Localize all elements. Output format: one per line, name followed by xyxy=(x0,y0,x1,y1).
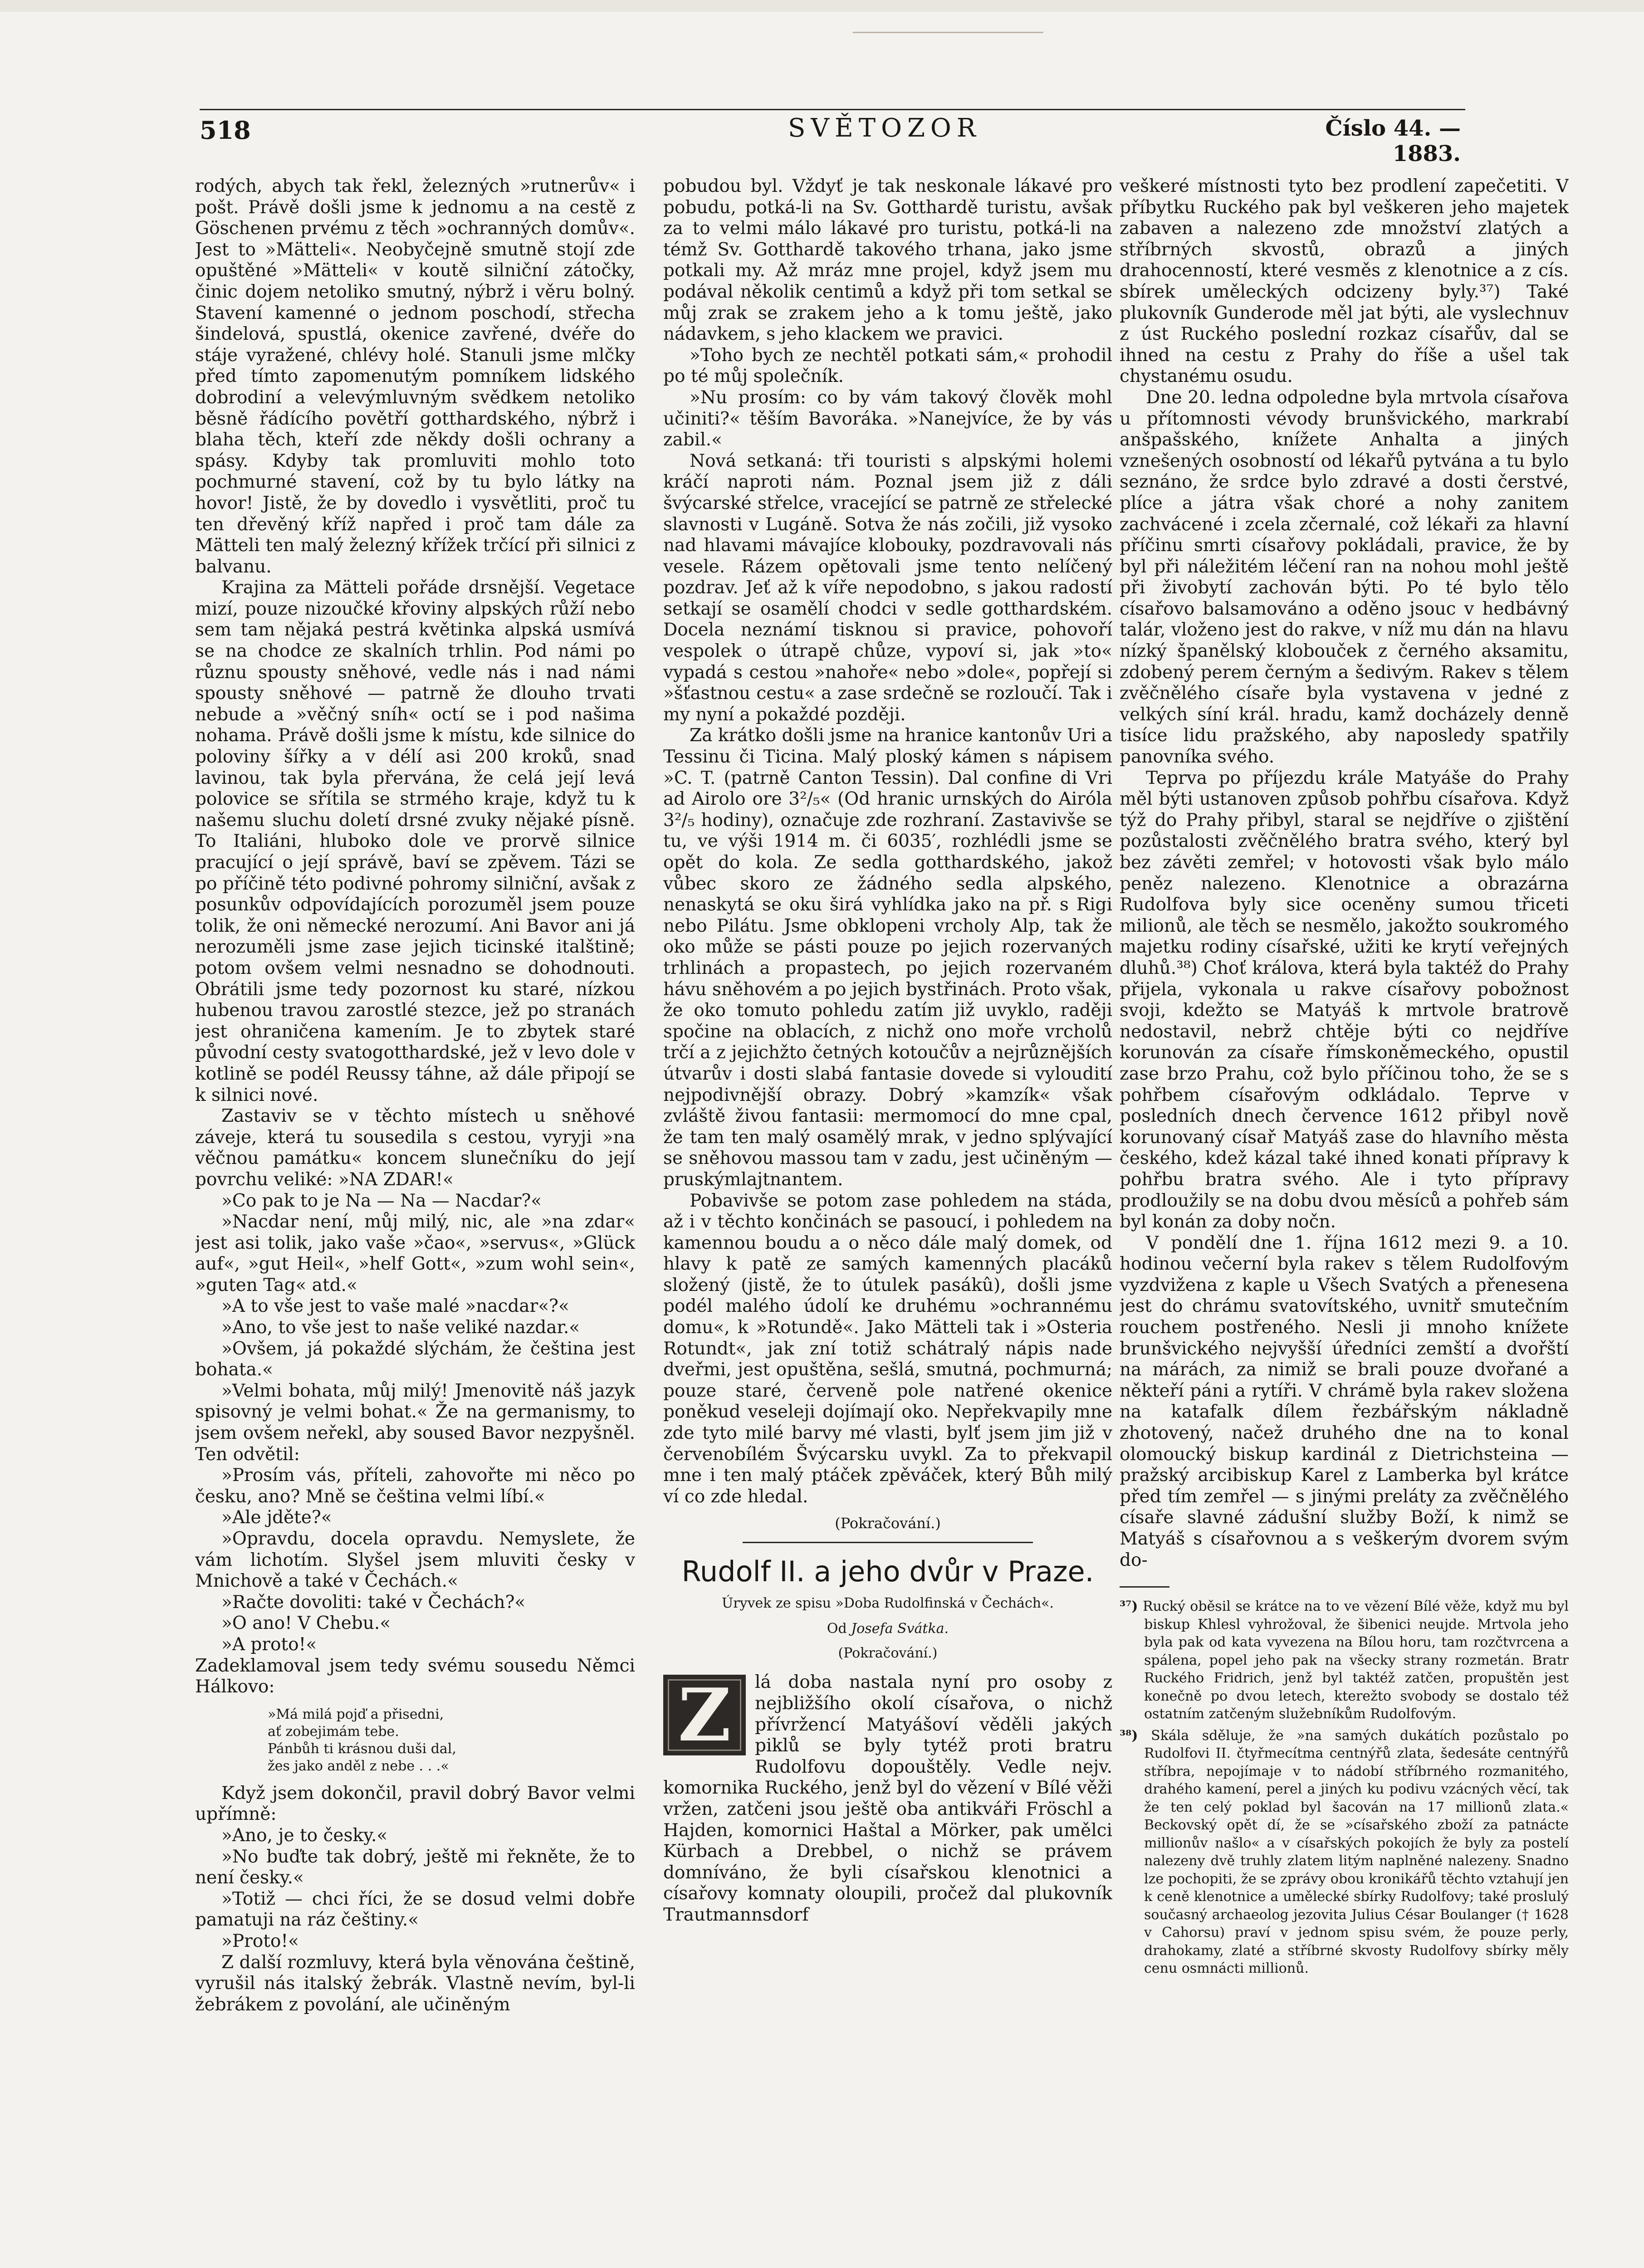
paragraph: »Co pak to je Na — Na — Nacdar?« xyxy=(221,1190,542,1211)
paragraph: »Toho bych ze nechtěl potkati sám,« prohodil po té můj společník. xyxy=(663,345,1112,387)
paragraph: »O ano! V Chebu.« xyxy=(221,1613,391,1634)
byline xyxy=(663,1619,1112,1638)
poem xyxy=(268,1706,635,1775)
paragraph: V pondělí dne 1. října 1612 mezi 9. a 10. hodinou večerní byla rakev s tělem Rudolfovým vyzdvižena z kaple u Všech Svatých a přenesena jest do chrámu svatovítského, uvnitř smutečním rouchem postřeného. Nesli ji mnoho knížete brunšvického nejvyšší úředníci zemští a dvořští na márách, za nimiž se brali pouze dvořané a někteří páni a rytíři. V chrámě byla rakev složena na katafalk dílem řezbářským nákladně zhotovený, načež druhého dne na to konal olomoucký biskup kardinál z Dietrichsteina — pražský arcibiskup Karel z Lamberka byl krátce před tím zemřel — s jinými preláty za zvěčnělého císaře slavné zádušní služby Boží, k nimž se Matyáš s císařovnou a s veškerým dvorem svým do- xyxy=(1120,1232,1569,1570)
paragraph: »Ale jděte?« xyxy=(221,1507,332,1528)
footnote-number: ³⁷) xyxy=(1120,1598,1138,1615)
byline-author: Josefa Svátka. xyxy=(851,1621,949,1637)
footnote-text: Rucký oběsil se krátce na to ve vězení Bílé věže, když mu byl biskup Khlesl vyhrožoval, že šibenici neujde. Mrtvola jeho byla pak od kata vyvezena na Bílou horu, tam rozčtvrcena a spálena, popel jeho pak na všecky strany rozmetán. Bratr Ruckého Fridrich, jenž byl taktéž zatčen, propuštěn jest konečně po dvou letech, kterežto svobody se dostalo též ostatním zatčeným služebníkům Rudolfovým. xyxy=(1142,1598,1569,1722)
poem-line: »Má milá pojď a přisedni, xyxy=(268,1706,444,1722)
paragraph: Když jsem dokončil, pravil dobrý Bavor velmi upřímně: xyxy=(195,1783,635,1825)
paragraph: Pobavivše se potom zase pohledem na stáda, až i v těchto končinách se pasoucí, i pohledem na kamennou boudu a o něco dále malý domek, od hlavy k patě ze samých kamenných placáků složený (jistě, že to útulek pasákû), došli jsme podél malého údolí ke druhému »ochrannému domu«, k »Rotundě«. Jako Mätteli tak i »Osteria Rotundt«, jak zní totiž schátralý nápis nade dveřmi, jest opuštěna, sešlá, smutná, pochmurná; pouze staré, červeně pole natřené okenice poněkud veseleji dojímají oko. Nepřekvapily mne zde tyto milé barvy mé vlasti, bylť jsem jim již v červenobílém Švýcarsku uvykl. Za to překvapil mne i ten malý ptáček zpěváček, který Bůh milý ví co zde hledal. xyxy=(663,1190,1112,1507)
section-rule xyxy=(743,1542,1033,1543)
paragraph: »Ano, to vše jest to naše veliké nazdar.« xyxy=(221,1317,580,1338)
column-1 xyxy=(195,176,635,2136)
paragraph: Dne 20. ledna odpoledne byla mrtvola císařova u přítomnosti vévody brunšvického, markrabí anšpašského, knížete Anhalta a jiných vznešených osobností od lékařů pytvána a tu bylo seznáno, že srdce bylo zdravé a dosti čerstvé, plíce a játra však choré a nohy zanitem zachvácené i zcela zčernalé, což lékaři za hlavní příčinu smrti císařovy pokládali, pravice, že by byl při náležitém léčení ran na nohou mohl ještě při živobytí zachován býti. Po té bylo tělo císařovo balsamováno a oděno jsouc v hedbávný talár, vloženo jest do rakve, v níž mu dán na hlavu nízký španělský klobouček z černého aksamitu, zdobený perem černým a šedivým. Rakev s tělem zvěčnělého císaře byla vystavena v jedné z velkých síní král. hradu, kamž docházely denně tisíce lidu pražského, aby naposledy spatřily panovníka svého. xyxy=(1120,387,1569,767)
paragraph: Zadeklamoval jsem tedy svému sousedu Němci Hálkovo: xyxy=(195,1655,635,1697)
poem-line: ať zobejimám tebe. xyxy=(268,1723,399,1740)
article-title: Rudolf II. a jeho dvůr v Praze. xyxy=(681,1555,1094,1589)
paragraph: Za krátko došli jsme na hranice kantonův Uri a Tessinu či Ticina. Malý ploský kámen s nápisem »C. T. (patrně Canton Tessin). Dal confine di Vri ad Airolo ore 3²/₅« (Od hranic urnských do Airóla 3²/₅ hodiny), označuje zde rozhraní. Zastavivše se tu, ve výši 1914 m. či 6035′, rozhlédli jsme se opět do kola. Ze sedla gotthardského, jakož vůbec skoro ze žádného sedla alpského, nenaskytá se oku širá vyhlídka jako na př. s Rigi nebo Pilátu. Jsme obklopeni vrcholy Alp, tak že oko může se pásti pouze po jejich rozervaných trhlinách a propastech, po jejich rozervaném hávu sněhovém a po jejich bystřinách. Proto však, že oko tomuto pohledu zatím již uvyklo, raději spočine na oblacích, z nichž ono moře vrcholů trčí a z jejichžto četných kotoučův a nejrůznějších útvarův i dosti slabá fantasie dovede si vyloudití nejpodivnější obrazy. Dobrý »kamzík« však zvláště živou fantasii: mermomocí do mne cpal, že tam ten malý osamělý mrak, v jedno splývající se sněhovou massou tam v zadu, jest učiněným — pruskýmlajtnantem. xyxy=(663,725,1112,1190)
poem-line: žes jako anděl z nebe . . .« xyxy=(268,1758,449,1774)
dropcap xyxy=(663,1672,746,1758)
byline-prefix: Od xyxy=(827,1621,847,1637)
paragraph: Nová setkaná: tři touristi s alpskými holemi kráčí naproti nám. Poznal jsem již z dáli švýcarské střelce, vracející se patrně ze střelecké slavnosti v Lugáně. Sotva že nás zočili, již vysoko nad hlavami mávajíce klobouky, pozdravovali nás vesele. Rázem opětovali jsme tento nelíčený pozdrav. Jeť až k víře nepodobno, s jakou radostí setkají se osamělí chodci v sedle gotthardském. Docela neznámí tisknou si pravice, pohovoří vespolek o útrapě chůze, vypoví si, jak »to« vypadá s cestou »nahoře« nebo »dole«, popřejí si »šťastnou cestu« a zase srdečně se rozloučí. Tak i my nyní a pokaždé později. xyxy=(663,450,1112,725)
masthead: SVĚTOZOR xyxy=(788,113,981,143)
footnote xyxy=(1120,1598,1569,1723)
article-continued-mark: (Pokračování.) xyxy=(838,1645,938,1662)
page-number: 518 xyxy=(200,116,251,145)
paragraph: »A proto!« xyxy=(221,1634,317,1655)
poem-line: Pánbůh ti krásnou duši dal, xyxy=(268,1740,456,1757)
header-rule xyxy=(200,109,1465,110)
paragraph: Teprva po příjezdu krále Matyáše do Prahy měl býti ustanoven způsob pohřbu císařova. Když týž do Prahy přibyl, staral se nejdříve o zjištění pozůstalosti zvěčnělého bratra svého, který byl bez závěti zemřel; v hotovosti však bylo málo peněz nalezeno. Klenotnice a obrazárna Rudolfova byly sice oceněny sumou třiceti milionů, ale těch se nesmělo, jakožto soukromého majetku rodiny císařské, užiti ke krytí veřejných dluhů.³⁸) Choť králova, která byla taktéž do Prahy přijela, vykonala u rakve císařovy pobožnost svoji, kdežto se Matyáš k mrtvole bratrově nedostavil, nebrž chtěje býti co nejdříve korunován za císaře římskoněmeckého, opustil zase brzo Prahu, což bylo příčinou toho, že se s pohřbem císařovým odkládalo. Teprve v posledních dnech července 1612 přibyl nově korunovaný císař Matyáš zase do hlavního města českého, kdež kázal také ihned konati přípravy k pohřbu bratra svého. Ale i tyto přípravy prodloužily se na dobu dvou měsíců a pohřeb sám byl konán za doby nočn. xyxy=(1120,767,1569,1232)
paragraph: rodých, abych tak řekl, železných »rutnerův« i pošt. Právě došli jsme k jednomu a na cestě z Göschenen prvému z těch »ochranných domův«. Jest to »Mätteli«. Neobyčejně smutně stojí zde opuštěné »Mätteli« v koutě silniční zátočky, činic dojem netoliko smutný, nýbrž i věru bolný. Stavení kamenné o jednom poschodí, střecha šindelová, spustlá, okenice zavřené, dvéře do stáje vyražené, chlévy holé. Stanuli jsme mlčky před tímto zapomenutým pomníkem lidského dobrodiní a velevýmluvným svědkem netoliko běsně řádícího povětří gotthardského, nýbrž i blaha těch, kteří zde někdy došli ochrany a spásy. Kdyby tak promluviti mohlo toto pochmurné stavení, což by tu bylo látky na hovor! Jistě, že by dovedlo i vysvětliti, proč tu ten dřevěný kříž napřed i proč tam dále za Mätteli ten malý železný křížek trčící při silnici z balvanu. xyxy=(195,176,635,577)
paragraph: »Nacdar není, můj milý, nic, ale »na zdar« jest asi tolik, jako vaše »čao«, »servus«, »Glück auf«, »gut Heil«, »helf Gott«, »zum wohl sein«, »guten Tag« atd.« xyxy=(195,1212,635,1295)
dropcap-ornament-frame xyxy=(668,1679,741,1751)
paragraph: lá doba nastala nyní pro osoby z nejbližšího okolí císařova, o nichž přívržencí Matyášoví věděli jakých piklů se byly tytéž proti bratru Rudolfovu dopouštěly. Vedle nejv. komornika Ruckého, jenž byl do vězení v Bílé věži vržen, zatčeni jsou ještě oba antikváři Fröschl a Hajden, komornici Haštal a Mörker, pak umělci Kürbach a Drebbel, o nichž se právem domníváno, že byli císařskou klenotnici a císařovy komnaty oloupili, pročež dal plukovník Trautmannsdorf xyxy=(663,1672,1112,1925)
scan-mark xyxy=(852,0,1062,33)
paragraph: veškeré místnosti tyto bez prodlení zapečetiti. V příbytku Ruckého pak byl veškeren jeho majetek zabaven a nalezeno zde množství zlatých a stříbrných skvostů, obrazů a jiných drahocenností, které vesměs z klenotnice a z cís. sbírek uměleckých odcizeny byly.³⁷) Také plukovník Gunderode měl jat býti, ale vyslechnuv z úst Ruckého poslední rozkaz císařův, dal se ihned na cestu z Prahy do říše a ušel tak chystanému osudu. xyxy=(1120,176,1569,387)
paragraph: »Velmi bohata, můj milý! Jmenovitě náš jazyk spisovný je velmi bohat.« Že na germanismy, to jsem ovšem neřekl, aby soused Bavor nezpyšněl. Ten odvětil: xyxy=(195,1380,635,1465)
paragraph: »Ano, je to česky.« xyxy=(221,1825,388,1846)
paragraph: »Ovšem, já pokaždé slýchám, že čeština jest bohata.« xyxy=(195,1338,635,1380)
paragraph: »Opravdu, docela opravdu. Nemyslete, že vám lichotím. Slyšel jsem mluviti česky v Mnichově a také v Čechách.« xyxy=(195,1529,635,1592)
dropcap-letter: Z xyxy=(678,1672,731,1758)
column-3 xyxy=(1120,176,1569,2136)
paragraph: pobudou byl. Vždyť je tak neskonale lákavé pro pobudu, potká-li na Sv. Gotthardě turistu, avšak za to velmi málo lákavé pro turistu, potká-li na témž Sv. Gotthardě takového trhana, jako jsme potkali my. Až mráz mne projel, když jsem mu podával několik centimů a když při tom setkal se můj zrak se zrakem jeho a k tomu ještě, jako nádavkem, s jeho klackem we pravici. xyxy=(663,176,1112,345)
paragraph: »Prosím vás, příteli, zahovořte mi něco po česku, ano? Mně se čeština velmi líbí.« xyxy=(195,1465,635,1507)
footnote-number: ³⁸) xyxy=(1120,1727,1138,1744)
paragraph: »Proto!« xyxy=(221,1931,299,1951)
footnote xyxy=(1120,1727,1569,1978)
paragraph: Krajina za Mätteli pořáde drsnější. Vegetace mizí, pouze nizoučké křoviny alpských růží nebo sem tam nějaká pestrá květinka alpská usmívá se na chodce ze skalních trhlin. Pod námi po různu spousty sněhové, vedle nás i nad námi spousty sněhové — patrně že dlouho trvati nebude a »věčný sníh« octí se i pod našima nohama. Právě došli jsme k místu, kde silnice do poloviny šířky a v délí asi 200 kroků, snad lavinou, tak byla přervána, že celá její levá polovice se sřítila se strmého kraje, když tu k našemu sluchu doletí drsné zvuky nějaké písně. To Italiáni, hluboko dole ve prorvě silnice pracující o její správě, baví se zpěvem. Tázi se po příčině této podivné pohromy silniční, avšak z posunkův odpovídajících porozuměl jsem pouze tolik, že oni německé nerozumí. Ani Bavor ani já nerozuměli jsme zase jejich ticinské italštině; potom ovšem velmi nesnadno se dohodnouti. Obrátili jsme tedy pozornost ku staré, nízkou hubenou travou zarostlé stezce, jež po stranách jest ohraničena kamením. Je to zbytek staré původní cesty svatogotthardské, jež v levo dole v kotlině se podél Reussy táhne, až dále připojí se k silnici nové. xyxy=(195,577,635,1105)
paragraph: »Nu prosím: co by vám takový člověk mohl učiniti?« těším Bavoráka. »Nanejvíce, že by vás zabil.« xyxy=(663,387,1112,450)
paragraph: »A to vše jest to vaše malé »nacdar«?« xyxy=(221,1296,569,1317)
issue-info: Číslo 44. — 1883. xyxy=(1325,116,1461,166)
paragraph: Zastaviv se v těchto místech u sněhové záveje, která tu sousedila s cestou, vyryji »na věčnou památku« koncem slunečníku do její povrchu veliké: »NA ZDAR!« xyxy=(195,1106,635,1190)
footnote-text: Skála sděluje, že »na samých dukátích pozůstalo po Rudolfovi II. čtyřmecítma centnýřů zlata, šedesáte centnýřů stříbra, nepojímaje v to nádobí stříbrného rozmanitého, drahého kamení, perel a jiných ku podivu vzácných věcí, tak že ten celý poklad byl šacován na 17 millionů zlata.« Beckovský opět dí, že se »císařského zboží za patnácte millionův našlo« a v císařských pokojích že byly za postelí nalezeny dvě truhly zlatem litým naplněné nalezeny. Snadno lze pochopiti, že se zprávy obou kronikářů těchto vztahují jen k ceně klenotnice a umělecké sbírky Rudolfovy; také proslulý současný archaeolog jezovita Julius César Boulanger († 1628 v Cahorsu) praví v jednom spisu svém, že pouze perly, drahokamy, zlaté a stříbrné skvosty Rudolfovy sbírky měly cenu osmnácti millionů. xyxy=(1144,1727,1569,1977)
column-2 xyxy=(663,176,1112,2136)
continued-mark: (Pokračování.) xyxy=(835,1515,941,1532)
paragraph: Z další rozmluvy, která byla věnována češtině, vyrušil nás italský žebrák. Vlastně nevím, byl-li žebrákem z povolání, ale učiněným xyxy=(195,1952,635,2015)
paragraph: »No buďte tak dobrý, ještě mi řekněte, že to není česky.« xyxy=(195,1846,635,1888)
article-subtitle: Úryvek ze spisu »Doba Rudolfinská v Čechách«. xyxy=(722,1595,1054,1612)
footnote-rule xyxy=(1120,1586,1169,1588)
scan-edge xyxy=(0,0,1644,12)
paragraph: »Totiž — chci říci, že se dosud velmi dobře pamatuji na ráz češtiny.« xyxy=(195,1888,635,1931)
paragraph: »Račte dovoliti: také v Čechách?« xyxy=(221,1592,526,1613)
